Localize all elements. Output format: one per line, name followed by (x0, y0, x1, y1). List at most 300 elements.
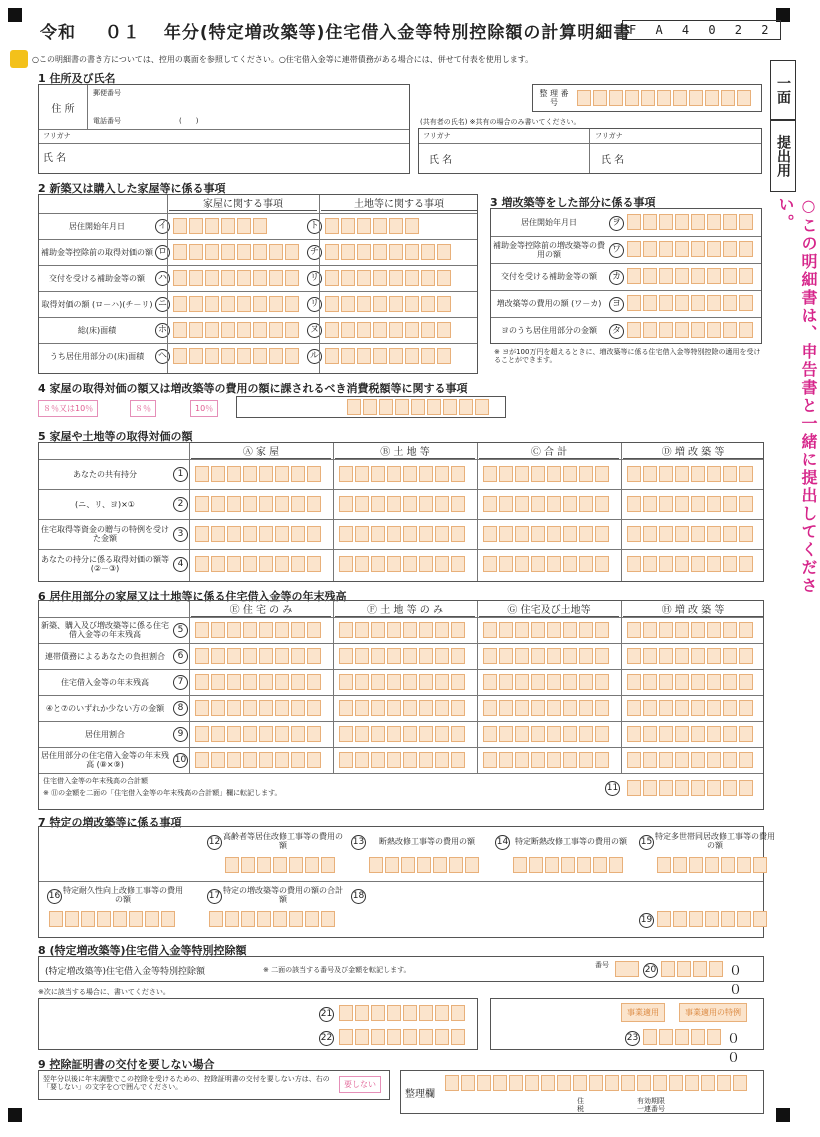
input-cell[interactable] (643, 648, 657, 664)
input-cell[interactable] (211, 648, 225, 664)
input-cell[interactable] (627, 268, 641, 284)
input-cell[interactable] (707, 700, 721, 716)
input-cell[interactable] (563, 466, 577, 482)
total-cells[interactable] (627, 780, 753, 796)
input-cell[interactable] (531, 496, 545, 512)
input-cell[interactable] (643, 556, 657, 572)
input-cell[interactable] (707, 295, 721, 311)
input-cell[interactable] (355, 622, 369, 638)
input-cell[interactable] (243, 496, 257, 512)
input-cell[interactable] (387, 466, 401, 482)
input-cell[interactable] (237, 296, 251, 312)
input-cell[interactable] (437, 244, 451, 260)
input-cell[interactable] (339, 496, 353, 512)
input-cell[interactable] (243, 700, 257, 716)
input-cell[interactable] (739, 556, 753, 572)
input-cell[interactable] (739, 466, 753, 482)
input-cell[interactable] (579, 622, 593, 638)
input-cell[interactable] (291, 622, 305, 638)
sec7-cells[interactable] (369, 857, 479, 873)
input-cell[interactable] (355, 674, 369, 690)
input-cell[interactable] (739, 322, 753, 338)
input-cell[interactable] (285, 348, 299, 364)
input-cell[interactable] (371, 700, 385, 716)
input-cell[interactable] (659, 648, 673, 664)
input-cell[interactable] (355, 496, 369, 512)
input-cell[interactable] (373, 348, 387, 364)
year-field[interactable]: ０１ (104, 23, 141, 43)
sec5-cells[interactable] (339, 496, 465, 512)
input-cell[interactable] (643, 752, 657, 768)
input-cell[interactable] (403, 622, 417, 638)
input-cell[interactable] (211, 622, 225, 638)
input-cell[interactable] (211, 752, 225, 768)
input-cell[interactable] (627, 556, 641, 572)
sec5-cells[interactable] (339, 466, 465, 482)
input-cell[interactable] (691, 295, 705, 311)
input-cell[interactable] (723, 466, 737, 482)
sec6-cells[interactable] (483, 752, 609, 768)
sec2-land-cells[interactable] (325, 218, 419, 234)
input-cell[interactable] (307, 556, 321, 572)
input-cell[interactable] (531, 526, 545, 542)
input-cell[interactable] (195, 496, 209, 512)
input-cell[interactable] (389, 218, 403, 234)
sec6-cells[interactable] (195, 622, 321, 638)
input-cell[interactable] (643, 241, 657, 257)
input-cell[interactable] (675, 214, 689, 230)
input-cell[interactable] (675, 780, 689, 796)
input-cell[interactable] (227, 726, 241, 742)
input-cell[interactable] (705, 857, 719, 873)
input-cell[interactable] (373, 296, 387, 312)
input-cell[interactable] (563, 726, 577, 742)
input-cell[interactable] (225, 857, 239, 873)
input-cell[interactable] (593, 857, 607, 873)
input-cell[interactable] (325, 270, 339, 286)
input-cell[interactable] (387, 752, 401, 768)
input-cell[interactable] (97, 911, 111, 927)
input-cell[interactable] (563, 556, 577, 572)
input-cell[interactable] (499, 674, 513, 690)
input-cell[interactable] (659, 700, 673, 716)
input-cell[interactable] (227, 496, 241, 512)
input-cell[interactable] (371, 622, 385, 638)
input-cell[interactable] (627, 241, 641, 257)
input-cell[interactable] (435, 496, 449, 512)
input-cell[interactable] (595, 726, 609, 742)
sec6-cells[interactable] (483, 622, 609, 638)
input-cell[interactable] (691, 496, 705, 512)
input-cell[interactable] (341, 296, 355, 312)
input-cell[interactable] (723, 496, 737, 512)
input-cell[interactable] (595, 556, 609, 572)
tax-rate-chip-2[interactable]: ８％ (130, 400, 156, 417)
input-cell[interactable] (659, 674, 673, 690)
input-cell[interactable] (113, 911, 127, 927)
input-cell[interactable] (739, 241, 753, 257)
input-cell[interactable] (435, 752, 449, 768)
input-cell[interactable] (515, 496, 529, 512)
input-cell[interactable] (659, 726, 673, 742)
input-cell[interactable] (723, 752, 737, 768)
input-cell[interactable] (691, 268, 705, 284)
input-cell[interactable] (451, 496, 465, 512)
input-cell[interactable] (339, 726, 353, 742)
input-cell[interactable] (227, 622, 241, 638)
input-cell[interactable] (609, 857, 623, 873)
input-cell[interactable] (275, 466, 289, 482)
input-cell[interactable] (195, 700, 209, 716)
input-cell[interactable] (419, 496, 433, 512)
input-cell[interactable] (547, 556, 561, 572)
input-cell[interactable] (253, 244, 267, 260)
input-cell[interactable] (515, 674, 529, 690)
input-cell[interactable] (275, 648, 289, 664)
input-cell[interactable] (451, 556, 465, 572)
input-cell[interactable] (723, 700, 737, 716)
input-cell[interactable] (707, 622, 721, 638)
input-cell[interactable] (227, 752, 241, 768)
input-cell[interactable] (675, 466, 689, 482)
input-cell[interactable] (659, 496, 673, 512)
input-cell[interactable] (291, 496, 305, 512)
special-chip-1[interactable]: 事業適用 (621, 1003, 665, 1022)
input-cell[interactable] (259, 526, 273, 542)
sec5-cells[interactable] (195, 466, 321, 482)
sec6-cells[interactable] (627, 648, 753, 664)
input-cell[interactable] (435, 556, 449, 572)
input-cell[interactable] (691, 648, 705, 664)
input-cell[interactable] (387, 674, 401, 690)
input-cell[interactable] (547, 700, 561, 716)
input-cell[interactable] (435, 466, 449, 482)
input-cell[interactable] (483, 496, 497, 512)
input-cell[interactable] (355, 726, 369, 742)
input-cell[interactable] (403, 674, 417, 690)
input-cell[interactable] (325, 348, 339, 364)
input-cell[interactable] (221, 270, 235, 286)
input-cell[interactable] (291, 526, 305, 542)
input-cell[interactable] (371, 648, 385, 664)
input-cell[interactable] (211, 726, 225, 742)
input-cell[interactable] (275, 526, 289, 542)
input-cell[interactable] (253, 218, 267, 234)
input-cell[interactable] (253, 322, 267, 338)
input-cell[interactable] (435, 526, 449, 542)
input-cell[interactable] (355, 526, 369, 542)
input-cell[interactable] (723, 526, 737, 542)
input-cell[interactable] (273, 911, 287, 927)
input-cell[interactable] (373, 244, 387, 260)
input-cell[interactable] (579, 496, 593, 512)
input-cell[interactable] (483, 674, 497, 690)
input-cell[interactable] (707, 496, 721, 512)
input-cell[interactable] (707, 674, 721, 690)
tax-rate-chip-1[interactable]: ８％又は10％ (38, 400, 98, 417)
sec7-cells[interactable] (49, 911, 175, 927)
input-cell[interactable] (371, 496, 385, 512)
input-cell[interactable] (627, 295, 641, 311)
input-cell[interactable] (595, 700, 609, 716)
input-cell[interactable] (483, 466, 497, 482)
input-cell[interactable] (357, 218, 371, 234)
input-cell[interactable] (643, 268, 657, 284)
name-field[interactable] (91, 145, 407, 171)
input-cell[interactable] (723, 780, 737, 796)
input-cell[interactable] (291, 674, 305, 690)
input-cell[interactable] (195, 466, 209, 482)
input-cell[interactable] (405, 244, 419, 260)
input-cell[interactable] (627, 214, 641, 230)
input-cell[interactable] (205, 218, 219, 234)
input-cell[interactable] (49, 911, 63, 927)
input-cell[interactable] (211, 466, 225, 482)
input-cell[interactable] (227, 466, 241, 482)
sec5-cells[interactable] (627, 496, 753, 512)
input-cell[interactable] (373, 270, 387, 286)
sec3-cells[interactable] (627, 214, 753, 230)
input-cell[interactable] (325, 322, 339, 338)
input-cell[interactable] (547, 674, 561, 690)
input-cell[interactable] (307, 622, 321, 638)
input-cell[interactable] (627, 674, 641, 690)
input-cell[interactable] (643, 674, 657, 690)
input-cell[interactable] (253, 270, 267, 286)
input-cell[interactable] (499, 752, 513, 768)
input-cell[interactable] (675, 556, 689, 572)
input-cell[interactable] (739, 726, 753, 742)
input-cell[interactable] (417, 857, 431, 873)
input-cell[interactable] (627, 752, 641, 768)
sec5-cells[interactable] (483, 466, 609, 482)
input-cell[interactable] (341, 218, 355, 234)
input-cell[interactable] (659, 241, 673, 257)
input-cell[interactable] (243, 556, 257, 572)
input-cell[interactable] (723, 674, 737, 690)
input-cell[interactable] (173, 322, 187, 338)
input-cell[interactable] (437, 322, 451, 338)
sec6-cells[interactable] (627, 752, 753, 768)
input-cell[interactable] (241, 857, 255, 873)
input-cell[interactable] (357, 322, 371, 338)
sec6-cells[interactable] (339, 752, 465, 768)
input-cell[interactable] (339, 526, 353, 542)
input-cell[interactable] (451, 752, 465, 768)
input-cell[interactable] (563, 700, 577, 716)
input-cell[interactable] (515, 752, 529, 768)
input-cell[interactable] (515, 700, 529, 716)
input-cell[interactable] (739, 674, 753, 690)
input-cell[interactable] (627, 700, 641, 716)
input-cell[interactable] (289, 857, 303, 873)
input-cell[interactable] (515, 726, 529, 742)
input-cell[interactable] (421, 296, 435, 312)
input-cell[interactable] (739, 496, 753, 512)
input-cell[interactable] (357, 270, 371, 286)
input-cell[interactable] (189, 322, 203, 338)
sec7-cells[interactable] (209, 911, 335, 927)
input-cell[interactable] (483, 526, 497, 542)
input-cell[interactable] (705, 911, 719, 927)
input-cell[interactable] (659, 780, 673, 796)
input-cell[interactable] (221, 322, 235, 338)
input-cell[interactable] (691, 752, 705, 768)
input-cell[interactable] (563, 496, 577, 512)
input-cell[interactable] (515, 622, 529, 638)
input-cell[interactable] (321, 911, 335, 927)
sec6-cells[interactable] (339, 648, 465, 664)
input-cell[interactable] (387, 622, 401, 638)
input-cell[interactable] (579, 752, 593, 768)
sec2-house-cells[interactable] (173, 244, 299, 260)
input-cell[interactable] (721, 911, 735, 927)
input-cell[interactable] (449, 857, 463, 873)
input-cell[interactable] (195, 622, 209, 638)
input-cell[interactable] (189, 244, 203, 260)
input-cell[interactable] (627, 780, 641, 796)
input-cell[interactable] (737, 857, 751, 873)
input-cell[interactable] (627, 622, 641, 638)
input-cell[interactable] (371, 556, 385, 572)
input-cell[interactable] (419, 700, 433, 716)
input-cell[interactable] (643, 726, 657, 742)
input-cell[interactable] (387, 496, 401, 512)
input-cell[interactable] (707, 466, 721, 482)
input-cell[interactable] (421, 270, 435, 286)
input-cell[interactable] (259, 466, 273, 482)
input-cell[interactable] (269, 296, 283, 312)
input-cell[interactable] (675, 241, 689, 257)
input-cell[interactable] (421, 322, 435, 338)
input-cell[interactable] (435, 700, 449, 716)
input-cell[interactable] (515, 556, 529, 572)
input-cell[interactable] (739, 700, 753, 716)
sec5-cells[interactable] (483, 526, 609, 542)
input-cell[interactable] (659, 295, 673, 311)
input-cell[interactable] (387, 526, 401, 542)
input-cell[interactable] (405, 296, 419, 312)
input-cell[interactable] (437, 296, 451, 312)
input-cell[interactable] (627, 466, 641, 482)
input-cell[interactable] (403, 466, 417, 482)
input-cell[interactable] (401, 857, 415, 873)
input-cell[interactable] (227, 526, 241, 542)
input-cell[interactable] (389, 244, 403, 260)
input-cell[interactable] (739, 752, 753, 768)
input-cell[interactable] (515, 526, 529, 542)
input-cell[interactable] (81, 911, 95, 927)
input-cell[interactable] (243, 526, 257, 542)
sec6-cells[interactable] (627, 726, 753, 742)
input-cell[interactable] (545, 857, 559, 873)
input-cell[interactable] (707, 648, 721, 664)
sec2-house-cells[interactable] (173, 218, 267, 234)
input-cell[interactable] (419, 726, 433, 742)
input-cell[interactable] (691, 556, 705, 572)
sec5-cells[interactable] (627, 526, 753, 542)
input-cell[interactable] (563, 526, 577, 542)
tax-amount-cells[interactable] (347, 399, 489, 415)
input-cell[interactable] (595, 466, 609, 482)
input-cell[interactable] (227, 674, 241, 690)
input-cell[interactable] (675, 295, 689, 311)
input-cell[interactable] (253, 348, 267, 364)
input-cell[interactable] (285, 270, 299, 286)
input-cell[interactable] (499, 622, 513, 638)
input-cell[interactable] (547, 752, 561, 768)
input-cell[interactable] (675, 268, 689, 284)
input-cell[interactable] (403, 752, 417, 768)
input-cell[interactable] (173, 296, 187, 312)
sec5-cells[interactable] (339, 526, 465, 542)
input-cell[interactable] (723, 322, 737, 338)
input-cell[interactable] (403, 496, 417, 512)
input-cell[interactable] (405, 348, 419, 364)
input-cell[interactable] (627, 726, 641, 742)
input-cell[interactable] (259, 726, 273, 742)
input-cell[interactable] (339, 752, 353, 768)
input-cell[interactable] (241, 911, 255, 927)
input-cell[interactable] (419, 622, 433, 638)
input-cell[interactable] (205, 348, 219, 364)
input-cell[interactable] (195, 726, 209, 742)
input-cell[interactable] (189, 270, 203, 286)
input-cell[interactable] (195, 674, 209, 690)
input-cell[interactable] (547, 526, 561, 542)
sec6-cells[interactable] (627, 674, 753, 690)
sec5-cells[interactable] (339, 556, 465, 572)
sec3-cells[interactable] (627, 322, 753, 338)
input-cell[interactable] (257, 857, 271, 873)
input-cell[interactable] (561, 857, 575, 873)
input-cell[interactable] (419, 526, 433, 542)
input-cell[interactable] (243, 726, 257, 742)
input-cell[interactable] (659, 622, 673, 638)
input-cell[interactable] (211, 526, 225, 542)
input-cell[interactable] (579, 556, 593, 572)
input-cell[interactable] (355, 700, 369, 716)
input-cell[interactable] (595, 526, 609, 542)
input-cell[interactable] (659, 752, 673, 768)
input-cell[interactable] (707, 214, 721, 230)
input-cell[interactable] (419, 752, 433, 768)
input-cell[interactable] (357, 348, 371, 364)
input-cell[interactable] (357, 296, 371, 312)
input-cell[interactable] (673, 911, 687, 927)
input-cell[interactable] (189, 348, 203, 364)
input-cell[interactable] (305, 857, 319, 873)
input-cell[interactable] (307, 496, 321, 512)
input-cell[interactable] (339, 674, 353, 690)
input-cell[interactable] (675, 726, 689, 742)
sec6-cells[interactable] (339, 700, 465, 716)
input-cell[interactable] (195, 648, 209, 664)
input-cell[interactable] (595, 648, 609, 664)
input-cell[interactable] (691, 726, 705, 742)
input-cell[interactable] (691, 214, 705, 230)
input-cell[interactable] (387, 700, 401, 716)
input-cell[interactable] (403, 726, 417, 742)
input-cell[interactable] (273, 857, 287, 873)
input-cell[interactable] (643, 526, 657, 542)
line-22-cells[interactable] (339, 1029, 465, 1045)
input-cell[interactable] (465, 857, 479, 873)
sec7-cells[interactable] (513, 857, 623, 873)
input-cell[interactable] (227, 648, 241, 664)
input-cell[interactable] (531, 700, 545, 716)
input-cell[interactable] (285, 244, 299, 260)
